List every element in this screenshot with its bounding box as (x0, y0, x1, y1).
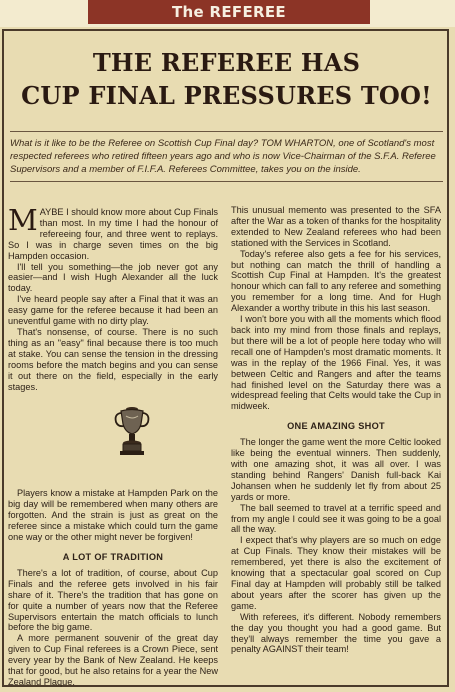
headline (8, 46, 445, 112)
subhead-amazing-shot: ONE AMAZING SHOT (287, 421, 385, 432)
paragraph: A more permanent souvenir of the great day given to Cup Final referees is a Crown Piece, sent every year by the Bank of New Zealand. He keeps that for good, but he also retains for a year the New Zealand Plaque. (8, 633, 218, 687)
paragraph: Today's referee also gets a fee for his services, but nothing can match the thrill of handling a Scottish Cup Final at Hampden. It's the greatest honour which can fall to any referee and something you remember for a long time. And for Hugh Alexander a worthy tribute in this his last season. (231, 248, 441, 314)
paragraph (8, 203, 218, 262)
paragraph-text: AYBE I should know more about Cup Finals than most. In my time I had the honour of refereeing four, and three went to replays. So I was in charge seven times on the big Hampden occasion. (8, 207, 218, 261)
trophy-illustration (8, 392, 218, 488)
paragraph: There's a lot of tradition, of course, about Cup Finals and the referee gets involved in his fair share of it. There's the tradition that has gone on for quite a number of years now that the Referee Supervisors entertain the match officials to lunch before the big game. (8, 567, 218, 633)
right-column (231, 205, 441, 655)
paragraph: With referees, it's different. Nobody remembers the day you thought you had a good game. But they'll always remember the time you gave a penalty AGAINST their team! (231, 611, 441, 655)
paragraph: The longer the game went the more Celtic looked like being the eventual winners. Then suddenly, with one amazing shot, it was all over. I was standing behind Rangers' Danish full-back Kai Johansen when he suddenly let fly from about 25 yards or more. (231, 437, 441, 502)
left-column (8, 203, 218, 688)
headline-line-2: CUP FINAL PRESSURES TOO! (21, 81, 432, 110)
drop-cap: M (8, 203, 38, 237)
section-tab: The REFEREE (88, 0, 370, 24)
paragraph: Players know a mistake at Hampden Park on the big day will be remembered when many others are forgotten. And the strain is just as great on the referee since a mistake which could turn the game one way or the other might never be forgiven! (8, 488, 218, 543)
headline-line-1: THE REFEREE HAS (92, 48, 361, 77)
intro-rule-bottom (10, 181, 443, 182)
intro-rule-top (10, 131, 443, 132)
paragraph: I'll tell you something—the job never got any easier—and I wish Hugh Alexander all the luck today. (8, 261, 218, 294)
paragraph: I've heard people say after a Final that it was an easy game for the referee because it had been an uneventful game with no dirty play. (8, 294, 218, 327)
intro-standfirst: What is it like to be the Referee on Scottish Cup Final day? TOM WHARTON, one of Scotland's most respected referees who retired fifteen years ago and who is now Vice-Chairman of the S.F.A. Referee Supervisors and a member of F.I.F.A. Referees Committee, takes you on the inside. (10, 138, 436, 175)
paragraph: The ball seemed to travel at a terrific speed and from my angle I could see it was going to be a goal all the way. (231, 502, 441, 535)
paragraph: I expect that's why players are so much on edge at Cup Finals. They know their mistakes will be remembered, yet there is also the excitement of knowing that a spectacular goal scored on Cup Final day at Hampden will probably still be talked about years after the scorer has given up the game. (231, 535, 441, 611)
subhead-tradition: A LOT OF TRADITION (62, 551, 164, 562)
paragraph: That's nonsense, of course. There is no such thing as an "easy" final because there is too much at stake. You can sense the tension in the dressing rooms before the match begins and you can sense it out there on the field, especially in the early stages. (8, 326, 218, 392)
paragraph: I won't bore you with all the moments which flood back into my mind from those finals and replays, but there will be a lot of people here today who will recall one of Hampden's most dramatic moments. It was in the replay of the 1966 Final. Yes, it was between Celtic and Rangers and after the teams had finished level on the Saturday there was a widespread feeling that Celts would take the Cup in midweek. (231, 314, 441, 412)
scottish-cup-trophy-icon (112, 404, 152, 456)
paragraph: This unusual memento was presented to the SFA after the War as a token of thanks for the hospitality extended to New Zealand referees who had been stationed with the Services in Scotland. (231, 205, 441, 248)
